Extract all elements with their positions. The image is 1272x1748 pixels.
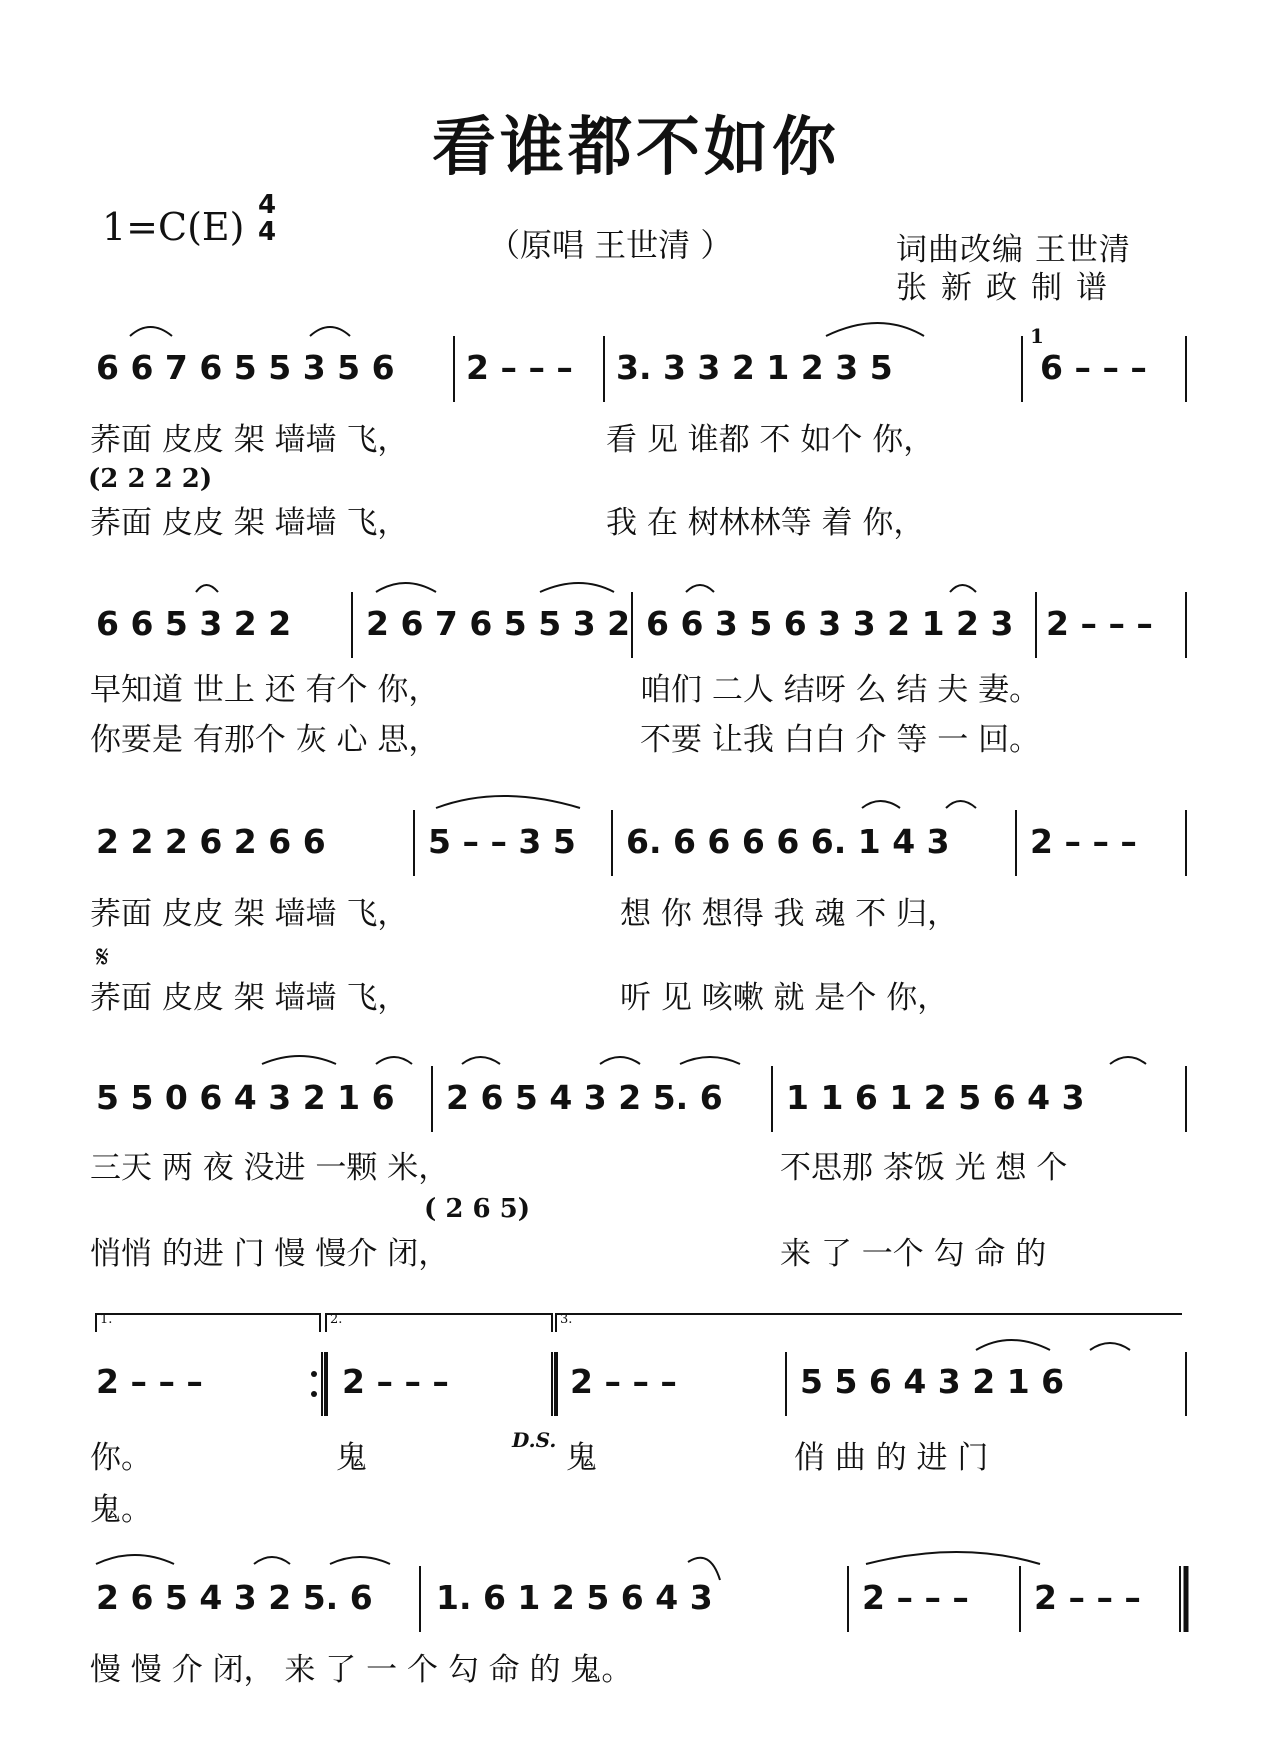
measure-notes: 2 – – – <box>1034 1578 1141 1617</box>
measure-notes: 6 6 7 6 5 5 3 5 6 <box>96 348 395 387</box>
grace-note: 1 <box>1030 324 1044 348</box>
credit-lyrics-music: 词曲改编 王世清 <box>896 232 1131 268</box>
measure-notes: 6 6 5 3 2 2 <box>96 604 292 643</box>
measure-notes: 2 – – – <box>96 1362 203 1401</box>
lyric-line: 悄悄 的进 门 慢 慢介 闭， <box>90 1236 450 1272</box>
measure-notes: 2 – – – <box>1046 604 1153 643</box>
volta-label: 2. <box>330 1312 343 1327</box>
lyric-line: 三天 两 夜 没进 一颗 米， <box>90 1150 450 1186</box>
measure-notes: 1. 6 1 2 5 6 4 3 <box>436 1578 713 1617</box>
measure-notes: 2 – – – <box>570 1362 677 1401</box>
original-singer: （原唱 王世清 ） <box>488 226 733 264</box>
lyric-line: 荞面 皮皮 架 墙墙 飞， <box>90 980 409 1016</box>
measure-notes: 6 6 3 5 6 3 3 2 1 2 3 <box>646 604 1014 643</box>
measure-notes: 6 – – – <box>1040 348 1147 387</box>
time-signature-bottom: 4 <box>257 217 277 247</box>
measure-notes: 6. 6 6 6 6 6. 1 4 3 <box>626 822 950 861</box>
measure-notes: 2 – – – <box>466 348 573 387</box>
credit-transcriber: 张新政制谱 <box>896 270 1121 306</box>
lyric-line: 俏 曲 的 进 门 <box>794 1440 989 1476</box>
alternate-notes: ( 2 6 5) <box>424 1194 531 1224</box>
measure-notes: 5 5 0 6 4 3 2 1 6 <box>96 1078 395 1117</box>
alternate-notes: (2 2 2 2) <box>88 464 213 494</box>
lyric-line: 不思那 茶饭 光 想 个 <box>780 1150 1068 1186</box>
song-title: 看谁都不如你 <box>432 111 840 185</box>
lyric-line: 早知道 世上 还 有个 你， <box>90 672 440 708</box>
time-signature-top: 4 <box>257 190 277 220</box>
lyric-line: 你要是 有那个 灰 心 思， <box>90 722 440 758</box>
measure-notes: 2 6 5 4 3 2 5. 6 <box>446 1078 723 1117</box>
lyric-line: 鬼。 <box>90 1492 152 1528</box>
volta-label: 3. <box>560 1312 573 1327</box>
measure-notes: 5 5 6 4 3 2 1 6 <box>800 1362 1065 1401</box>
lyric-line: 荞面 皮皮 架 墙墙 飞， <box>90 422 409 458</box>
lyric-line: 看 见 谁都 不 如个 你， <box>606 422 935 458</box>
lyric-line: 鬼 <box>566 1440 597 1476</box>
lyric-line: 我 在 树林林等 着 你， <box>606 505 925 541</box>
volta-label: 1. <box>100 1312 113 1327</box>
lyric-line: 来 了 一个 勾 命 的 <box>780 1236 1047 1272</box>
measure-notes: 2 – – – <box>862 1578 969 1617</box>
lyric-line: 慢 慢 介 闭， 来 了 一 个 勾 命 的 鬼。 <box>90 1652 633 1688</box>
measure-notes: 1 1 6 1 2 5 6 4 3 <box>786 1078 1085 1117</box>
measure-notes: 2 2 2 6 2 6 6 <box>96 822 326 861</box>
key-signature: 1=C(E) <box>102 205 245 249</box>
measure-notes: 2 – – – <box>342 1362 449 1401</box>
measure-notes: 2 6 5 4 3 2 5. 6 <box>96 1578 373 1617</box>
lyric-line: 想 你 想得 我 魂 不 归， <box>620 896 959 932</box>
measure-notes: 3. 3 3 2 1 2 3 5 <box>616 348 893 387</box>
lyric-line: 荞面 皮皮 架 墙墙 飞， <box>90 896 409 932</box>
segno-mark: 𝄋 <box>96 940 109 975</box>
lyric-line: 听 见 咳嗽 就 是个 你， <box>620 980 949 1016</box>
lyric-line: 不要 让我 白白 介 等 一 回。 <box>640 722 1041 758</box>
lyric-line: 你。 <box>90 1440 152 1476</box>
measure-notes: 2 – – – <box>1030 822 1137 861</box>
measure-notes: 5 – – 3 5 <box>428 822 576 861</box>
lyric-line: 荞面 皮皮 架 墙墙 飞， <box>90 505 409 541</box>
measure-notes: 2 6 7 6 5 5 3 2 <box>366 604 631 643</box>
lyric-line: 鬼 <box>336 1440 367 1476</box>
lyric-line: 咱们 二人 结呀 么 结 夫 妻。 <box>640 672 1041 708</box>
ds-mark: D.S. <box>512 1428 557 1452</box>
